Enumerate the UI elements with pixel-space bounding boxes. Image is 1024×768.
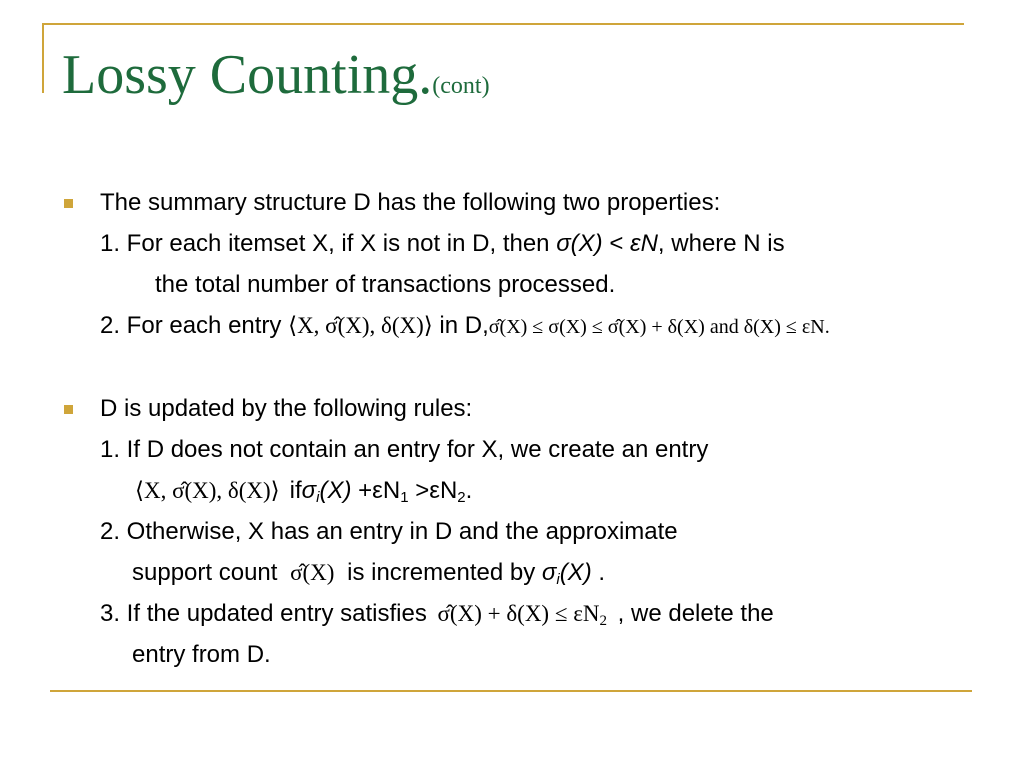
title-suffix: (cont) — [432, 73, 490, 99]
rule-3-continuation: entry from D. — [132, 641, 271, 668]
r2-mid: is incremented by — [340, 559, 542, 586]
r3-prefix: 3. If the updated entry satisfies — [100, 600, 434, 627]
left-rule — [42, 23, 44, 93]
rule-1-line: 1. If D does not contain an entry for X, we create an entry — [100, 436, 709, 463]
section2-intro: D is updated by the following rules: — [100, 395, 473, 422]
p1-sigma: σ(X) — [556, 230, 603, 257]
r1-sub-1: 1 — [400, 489, 409, 506]
rule-2-line: 2. Otherwise, X has an entry in D and the approximate — [100, 518, 678, 545]
r3-formula-text: σ̂(X) + δ(X) ≤ εN — [437, 601, 600, 626]
r1-N1: N — [382, 477, 401, 504]
r3-suffix: , we delete the — [611, 600, 774, 627]
property-1-line — [100, 228, 785, 260]
p2-inequality-formula: σ̂(X) ≤ σ(X) ≤ σ̂(X) + δ(X) and δ(X) ≤ εN. — [489, 311, 830, 343]
p1-lt: < — [602, 230, 631, 257]
bullet-marker-1 — [64, 199, 73, 208]
r1-gt: >ε — [408, 477, 440, 504]
r1-sigma: σ — [301, 477, 317, 504]
p1-prefix: 1. For each itemset X, if X is not in D, then — [100, 230, 557, 257]
r1-sub-i: i — [316, 489, 320, 506]
section1-intro: The summary structure D has the following two properties: — [100, 189, 721, 216]
slide-title — [62, 40, 490, 121]
r1-N2: N — [439, 477, 458, 504]
top-rule — [42, 23, 964, 25]
p2-tuple-formula: ⟨X, σ̂(X), δ(X)⟩ — [288, 310, 433, 342]
r1-X: (X) — [319, 477, 352, 504]
r2-end: . — [591, 559, 606, 586]
bullet-marker-2 — [64, 405, 73, 414]
r2-sigma: σ — [541, 559, 557, 586]
bottom-rule — [50, 690, 972, 692]
r2-hat-formula: σ̂(X) — [290, 557, 334, 589]
r1-dot: . — [465, 477, 473, 504]
r1-plus: +ε — [351, 477, 383, 504]
r1-tuple-formula: ⟨X, σ̂(X), δ(X)⟩ — [135, 475, 280, 507]
p1-epsN: εN — [630, 230, 658, 257]
property-2-line — [100, 310, 830, 343]
r1-sub-2: 2 — [457, 489, 466, 506]
r2-X: (X) — [559, 559, 592, 586]
p1-suffix: , where N is — [657, 230, 785, 257]
rule-2-continuation — [132, 557, 605, 589]
rule-1-condition — [135, 475, 472, 507]
rule-3-line — [100, 598, 774, 630]
r3-formula-sub: 2 — [599, 613, 607, 629]
r1-if: if — [289, 477, 302, 504]
title-main: Lossy Counting. — [62, 44, 433, 106]
r2-prefix: support count — [132, 559, 285, 586]
p2-prefix: 2. For each entry — [100, 312, 289, 339]
r3-formula — [438, 598, 607, 630]
r2-sub-i: i — [556, 571, 560, 588]
property-1-continuation: the total number of transactions processed. — [155, 271, 616, 298]
p2-mid: in D, — [432, 312, 489, 339]
